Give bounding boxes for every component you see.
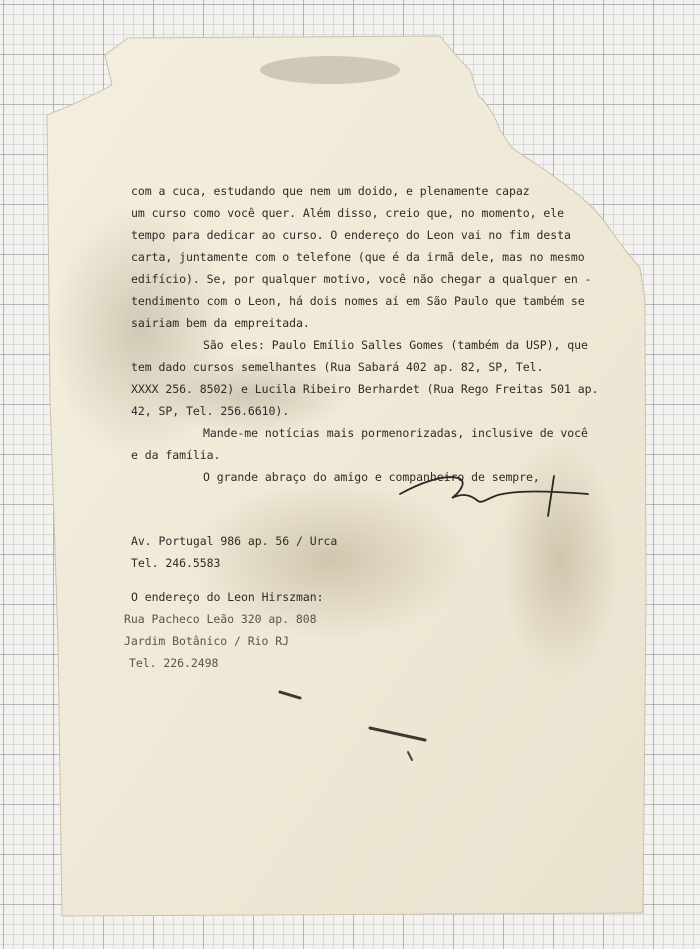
leon-address-line: Jardim Botânico / Rio RJ — [124, 634, 289, 648]
leon-heading: O endereço do Leon Hirszman: — [131, 590, 324, 604]
body-line: com a cuca, estudando que nem um doido, e plenamente capaz — [131, 184, 530, 198]
news-line: e da família. — [131, 448, 221, 462]
names-line: 42, SP, Tel. 256.6610). — [131, 404, 290, 418]
names-line: tem dado cursos semelhantes (Rua Sabará 402 ap. 82, SP, Tel. — [131, 360, 544, 374]
body-line: edifício). Se, por qualquer motivo, você não chegar a qualquer en - — [131, 272, 592, 286]
sender-phone-line: Tel. 246.5583 — [131, 556, 221, 570]
body-line: sairiam bem da empreitada. — [131, 316, 310, 330]
body-line: tendimento com o Leon, há dois nomes aí em São Paulo que também se — [131, 294, 585, 308]
body-line: tempo para dedicar ao curso. O endereço do Leon vai no fim desta — [131, 228, 571, 242]
news-line: Mande-me notícias mais pormenorizadas, inclusive de você — [203, 426, 588, 440]
leon-phone-line: Tel. 226.2498 — [129, 656, 219, 670]
leon-address-line: Rua Pacheco Leão 320 ap. 808 — [124, 612, 317, 626]
names-line: São eles: Paulo Emílio Salles Gomes (também da USP), que — [203, 338, 588, 352]
body-line: um curso como você quer. Além disso, creio que, no momento, ele — [131, 206, 565, 220]
sender-address-line: Av. Portugal 986 ap. 56 / Urca — [131, 534, 338, 548]
body-line: carta, juntamente com o telefone (que é da irmã dele, mas no mesmo — [131, 250, 585, 264]
closing-line: O grande abraço do amigo e companheiro de sempre, — [203, 470, 540, 484]
names-line: XXXX 256. 8502) e Lucila Ribeiro Berhardet (Rua Rego Freitas 501 ap. — [131, 382, 599, 396]
